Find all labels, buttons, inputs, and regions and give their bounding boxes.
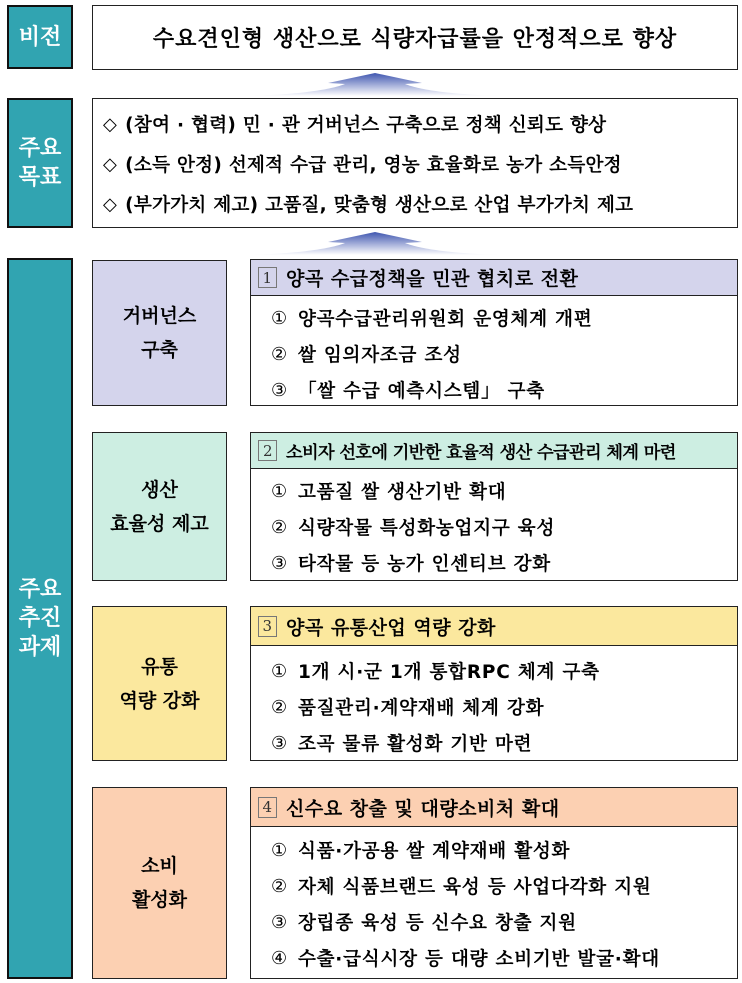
category-distribution [92, 606, 227, 761]
tasks-label-line3: 과제 [18, 635, 62, 660]
task-item-text: 자체 식품브랜드 육성 등 사업다각화 지원 [297, 877, 652, 898]
category-line1: 생산 [141, 478, 178, 501]
circled-number-icon: ② [271, 343, 288, 365]
category-governance [92, 260, 227, 406]
diamond-bullet-icon: ◇ [103, 113, 118, 135]
task-item-text: 식품·가공용 쌀 계약재배 활성화 [297, 841, 571, 862]
goal-text: (소득 안정) 선제적 수급 관리, 영농 효율화로 농가 소득안정 [125, 155, 622, 176]
task-item [271, 300, 737, 336]
tasks-label [7, 258, 73, 979]
task-item [271, 545, 737, 581]
goal-text: (참여 · 협력) 민 · 관 거버넌스 구축으로 정책 신뢰도 향상 [125, 115, 607, 136]
vision-label-text: 비전 [18, 24, 62, 50]
goal-item [93, 104, 737, 144]
task-item [271, 940, 737, 976]
task-item-text: 품질관리·계약재배 체계 강화 [297, 698, 545, 719]
category-line1: 거버넌스 [122, 305, 197, 327]
goals-label-line1: 주요 [18, 136, 62, 161]
task-items [251, 296, 737, 408]
circled-number-icon: ③ [271, 379, 288, 401]
circled-number-icon: ② [271, 875, 288, 897]
task-heading [251, 260, 737, 296]
boxed-number-icon: 1 [258, 267, 277, 288]
goals-label [7, 98, 73, 228]
task-item-text: 고품질 쌀 생산기반 확대 [297, 482, 507, 503]
task-detail-3 [250, 606, 738, 761]
goal-item [93, 184, 737, 224]
task-item [271, 725, 737, 761]
circled-number-icon: ① [271, 480, 288, 502]
task-heading [251, 433, 737, 469]
task-item-text: 조곡 물류 활성화 기반 마련 [297, 734, 533, 755]
task-item-text: 양곡수급관리위원회 운영체계 개편 [297, 309, 593, 330]
task-item [271, 336, 737, 372]
task-item [271, 509, 737, 545]
task-heading-text: 양곡 유통산업 역량 강화 [286, 616, 496, 639]
task-items [251, 827, 737, 976]
circled-number-icon: ④ [271, 947, 288, 969]
tasks-label-line1: 주요 [18, 577, 62, 602]
task-heading-text: 신수요 창출 및 대량소비처 확대 [286, 797, 560, 820]
category-production-efficiency [92, 432, 227, 581]
task-items [251, 646, 737, 761]
diamond-bullet-icon: ◇ [103, 193, 118, 215]
category-line2: 효율성 제고 [110, 512, 209, 535]
category-line1: 소비 [141, 855, 178, 877]
goal-item [93, 144, 737, 184]
circled-number-icon: ③ [271, 911, 288, 933]
circled-number-icon: ② [271, 696, 288, 718]
task-heading [251, 788, 737, 827]
task-item [271, 904, 737, 940]
task-item [271, 473, 737, 509]
task-items [251, 469, 737, 581]
boxed-number-icon: 2 [258, 440, 277, 461]
task-heading [251, 607, 737, 646]
task-item-text: 쌀 임의자조금 조성 [297, 345, 462, 366]
task-item-text: 1개 시·군 1개 통합RPC 체계 구축 [297, 662, 600, 683]
task-item [271, 372, 737, 408]
boxed-number-icon: 4 [258, 797, 277, 818]
circled-number-icon: ① [271, 839, 288, 861]
category-consumption [92, 787, 227, 979]
task-item-text: 식량작물 특성화농업지구 육성 [297, 518, 556, 539]
goal-text: (부가가치 제고) 고품질, 맞춤형 생산으로 산업 부가가치 제고 [125, 195, 634, 216]
category-line2: 구축 [141, 339, 178, 361]
circled-number-icon: ① [271, 307, 288, 329]
goals-box [92, 98, 738, 228]
circled-number-icon: ③ [271, 732, 288, 754]
goals-label-line2: 목표 [18, 165, 62, 190]
upward-flow-arrow-icon [250, 229, 500, 257]
vision-box [92, 5, 738, 70]
task-item [271, 653, 737, 689]
category-line2: 활성화 [131, 889, 188, 911]
circled-number-icon: ③ [271, 552, 288, 574]
circled-number-icon: ② [271, 516, 288, 538]
upward-flow-arrow-icon [250, 70, 500, 98]
vision-label [7, 5, 73, 69]
vision-statement: 수요견인형 생산으로 식량자급률을 안정적으로 향상 [152, 27, 678, 52]
category-line2: 역량 강화 [119, 689, 200, 712]
task-detail-4 [250, 787, 738, 979]
task-heading-text: 소비자 선호에 기반한 효율적 생산 수급관리 체계 마련 [286, 443, 676, 463]
task-item-text: 장립종 육성 등 신수요 창출 지원 [297, 913, 577, 934]
task-item-text: 「쌀 수급 예측시스템」 구축 [297, 381, 545, 402]
category-line1: 유통 [141, 655, 178, 678]
circled-number-icon: ① [271, 660, 288, 682]
boxed-number-icon: 3 [258, 616, 277, 637]
task-item-text: 타작물 등 농가 인센티브 강화 [297, 554, 551, 575]
task-item-text: 수출·급식시장 등 대량 소비기반 발굴·확대 [297, 949, 660, 970]
tasks-label-line2: 추진 [18, 606, 62, 631]
task-item [271, 832, 737, 868]
task-item [271, 868, 737, 904]
diamond-bullet-icon: ◇ [103, 153, 118, 175]
task-detail-1 [250, 259, 738, 406]
task-detail-2 [250, 432, 738, 581]
task-heading-text: 양곡 수급정책을 민관 협치로 전환 [286, 268, 579, 290]
task-item [271, 689, 737, 725]
